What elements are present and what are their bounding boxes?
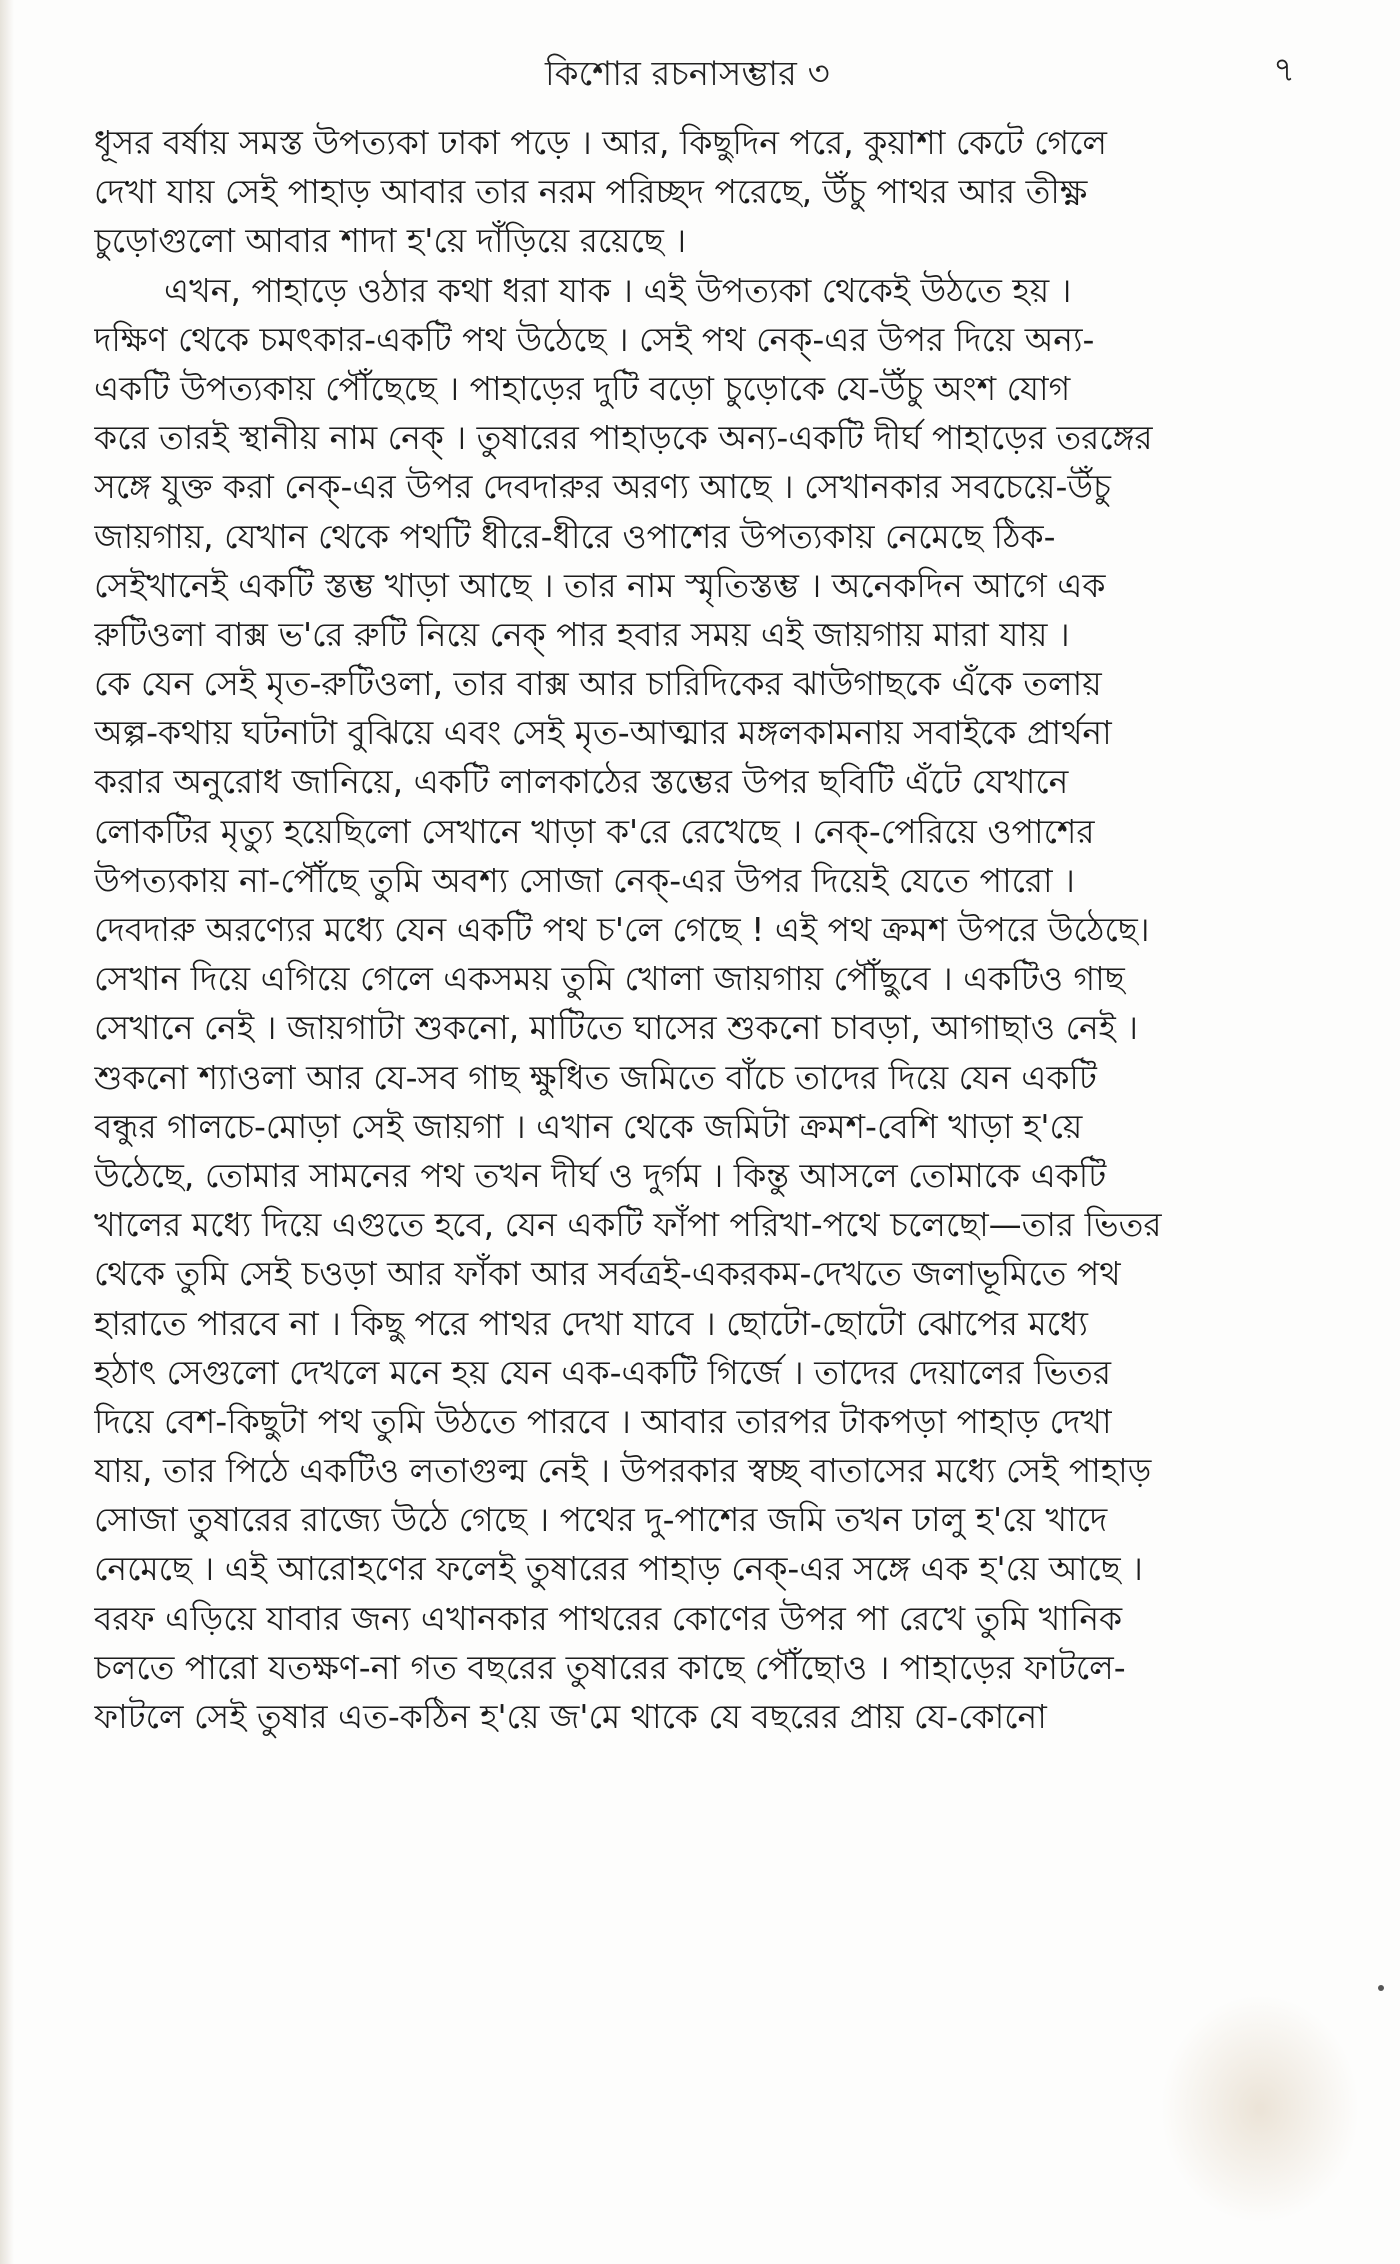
- page-header: [0, 48, 1400, 108]
- text-line: দিয়ে বেশ-কিছুটা পথ তুমি উঠতে পারবে । আবার তারপর টাকপড়া পাহাড় দেখা: [94, 1401, 1112, 1441]
- paper-stain: [1160, 1994, 1360, 2224]
- scan-edge-shadow: [0, 0, 14, 2264]
- text-line: হঠাৎ সেগুলো দেখলে মনে হয় যেন এক-একটি গির্জে । তাদের দেয়ালের ভিতর: [94, 1352, 1111, 1392]
- text-line: সেইখানেই একটি স্তম্ভ খাড়া আছে । তার নাম স্মৃতিস্তম্ভ । অনেকদিন আগে এক: [94, 565, 1106, 605]
- text-line: করে তারই স্থানীয় নাম নেক্ । তুষারের পাহাড়কে অন্য-একটি দীর্ঘ পাহাড়ের তরঙ্গের: [94, 418, 1153, 458]
- text-line: কে যেন সেই মৃত-রুটিওলা, তার বাক্স আর চারিদিকের ঝাউগাছকে এঁকে তলায়: [94, 664, 1102, 704]
- paragraph-start-line: এখন, পাহাড়ে ওঠার কথা ধরা যাক । এই উপত্যকা থেকেই উঠতে হয় ।: [164, 270, 1072, 310]
- text-line: ধূসর বর্ষায় সমস্ত উপত্যকা ঢাকা পড়ে । আর, কিছুদিন পরে, কুয়াশা কেটে গেলে: [94, 123, 1107, 162]
- running-title: কিশোর রচনাসম্ভার ৩: [545, 54, 830, 94]
- text-line: উঠেছে, তোমার সামনের পথ তখন দীর্ঘ ও দুর্গম । কিন্তু আসলে তোমাকে একটি: [94, 1155, 1107, 1195]
- text-line: থেকে তুমি সেই চওড়া আর ফাঁকা আর সর্বত্রই-একরকম-দেখতে জলাভূমিতে পথ: [94, 1254, 1121, 1294]
- page-number: ৭: [1273, 50, 1296, 90]
- text-line: হারাতে পারবে না । কিছু পরে পাথর দেখা যাবে । ছোটো-ছোটো ঝোপের মধ্যে: [94, 1303, 1088, 1343]
- text-line: জায়গায়, যেখান থেকে পথটি ধীরে-ধীরে ওপাশের উপত্যকায় নেমেছে ঠিক-: [94, 516, 1056, 556]
- text-line: অল্প-কথায় ঘটনাটা বুঝিয়ে এবং সেই মৃত-আত্মার মঙ্গলকামনায় সবাইকে প্রার্থনা: [94, 713, 1112, 753]
- body-text: [94, 118, 1339, 1741]
- text-line: রুটিওলা বাক্স ভ'রে রুটি নিয়ে নেক্ পার হবার সময় এই জায়গায় মারা যায় ।: [94, 614, 1070, 654]
- margin-speck: [1378, 1985, 1384, 1991]
- text-line: খালের মধ্যে দিয়ে এগুতে হবে, যেন একটি ফাঁপা পরিখা-পথে চলেছো—তার ভিতর: [94, 1205, 1162, 1245]
- text-line: সোজা তুষারের রাজ্যে উঠে গেছে । পথের দু-পাশের জমি তখন ঢালু হ'য়ে খাদে: [94, 1500, 1108, 1540]
- text-line: দক্ষিণ থেকে চমৎকার-একটি পথ উঠেছে । সেই পথ নেক্-এর উপর দিয়ে অন্য-: [94, 319, 1095, 359]
- text-line: একটি উপত্যকায় পৌঁছেছে । পাহাড়ের দুটি বড়ো চুড়োকে যে-উঁচু অংশ যোগ: [94, 368, 1071, 408]
- text-line: ফাটলে সেই তুষার এত-কঠিন হ'য়ে জ'মে থাকে যে বছরের প্রায় যে-কোনো: [94, 1697, 1047, 1736]
- text-line: শুকনো শ্যাওলা আর যে-সব গাছ ক্ষুধিত জমিতে বাঁচে তাদের দিয়ে যেন একটি: [94, 1057, 1097, 1097]
- text-line: বরফ এড়িয়ে যাবার জন্য এখানকার পাথরের কোণের উপর পা রেখে তুমি খানিক: [94, 1598, 1123, 1638]
- text-line: সঙ্গে যুক্ত করা নেক্-এর উপর দেবদারুর অরণ্য আছে । সেখানকার সবচেয়ে-উঁচু: [94, 467, 1111, 507]
- text-line: সেখানে নেই । জায়গাটা শুকনো, মাটিতে ঘাসের শুকনো চাবড়া, আগাছাও নেই ।: [94, 1008, 1139, 1048]
- text-line: লোকটির মৃত্যু হয়েছিলো সেখানে খাড়া ক'রে রেখেছে । নেক্-পেরিয়ে ওপাশের: [94, 811, 1095, 851]
- text-line: সেখান দিয়ে এগিয়ে গেলে একসময় তুমি খোলা জায়গায় পৌঁছুবে । একটিও গাছ: [94, 959, 1125, 999]
- text-line: চলতে পারো যতক্ষণ-না গত বছরের তুষারের কাছে পৌঁছোও । পাহাড়ের ফাটলে-: [94, 1647, 1126, 1687]
- text-line: দেবদারু অরণ্যের মধ্যে যেন একটি পথ চ'লে গেছে ! এই পথ ক্রমশ উপরে উঠেছে।: [94, 910, 1150, 949]
- text-line: উপত্যকায় না-পৌঁছে তুমি অবশ্য সোজা নেক্-এর উপর দিয়েই যেতে পারো ।: [94, 860, 1075, 900]
- text-line: চুড়োগুলো আবার শাদা হ'য়ে দাঁড়িয়ে রয়েছে ।: [94, 221, 687, 261]
- text-line: বন্ধুর গালচে-মোড়া সেই জায়গা । এখান থেকে জমিটা ক্রমশ-বেশি খাড়া হ'য়ে: [94, 1106, 1083, 1146]
- text-line: করার অনুরোধ জানিয়ে, একটি লালকাঠের স্তম্ভের উপর ছবিটি এঁটে যেখানে: [94, 762, 1069, 802]
- text-line: যায়, তার পিঠে একটিও লতাগুল্ম নেই । উপরকার স্বচ্ছ বাতাসের মধ্যে সেই পাহাড়: [94, 1451, 1152, 1491]
- text-line: দেখা যায় সেই পাহাড় আবার তার নরম পরিচ্ছদ পরেছে, উঁচু পাথর আর তীক্ষ্ণ: [94, 172, 1088, 212]
- text-line: নেমেছে । এই আরোহণের ফলেই তুষারের পাহাড় নেক্-এর সঙ্গে এক হ'য়ে আছে ।: [94, 1549, 1143, 1589]
